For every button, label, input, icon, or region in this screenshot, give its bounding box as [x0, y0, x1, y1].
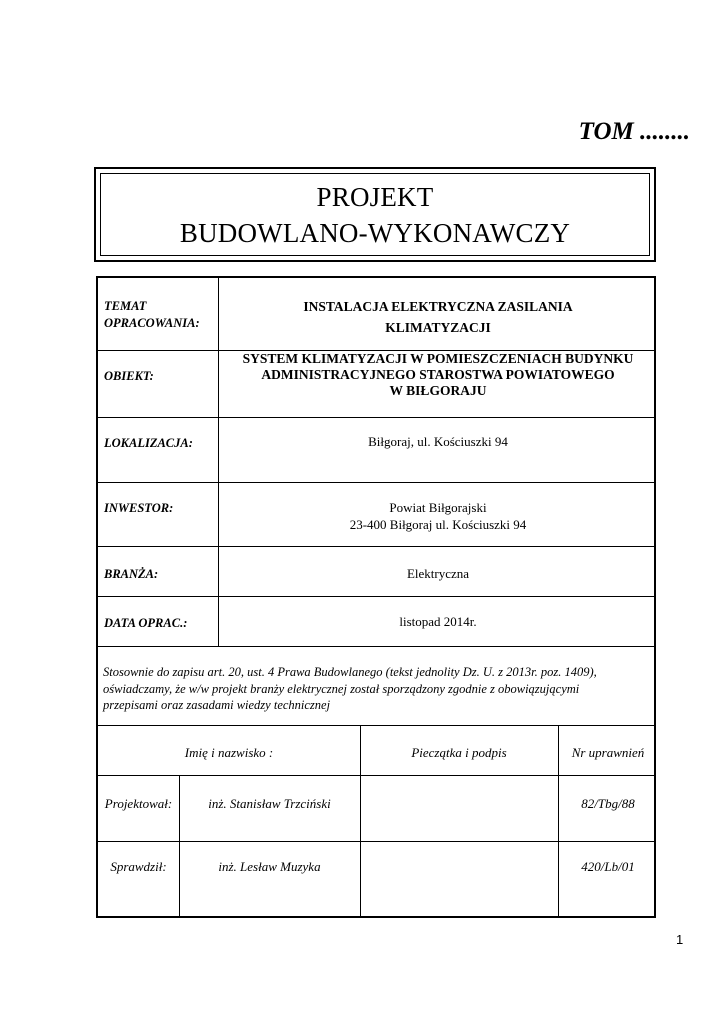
header-stamp: Pieczątka i podpis: [411, 745, 507, 760]
row-divider: [98, 596, 654, 597]
row-divider: [98, 417, 654, 418]
row-divider: [98, 725, 654, 726]
title-line-1: PROJEKT: [316, 181, 434, 212]
role-sprawdzil: Sprawdził:: [110, 859, 167, 874]
project-info-table: [96, 276, 656, 918]
value-inwestor: Powiat Biłgorajski 23-400 Biłgoraj ul. Kościuszki 94: [349, 500, 527, 532]
value-data: listopad 2014r.: [399, 614, 477, 629]
page-number: 1: [676, 932, 684, 947]
row-divider: [98, 482, 654, 483]
row-divider: [98, 646, 654, 647]
row-divider: [98, 775, 654, 776]
label-branza: BRANŻA:: [104, 567, 159, 581]
header-license: Nr uprawnień: [571, 745, 645, 760]
title-line-2: BUDOWLANO-WYKONAWCZY: [179, 217, 571, 248]
value-temat: INSTALACJA ELEKTRYCZNA ZASILANIA KLIMATYZACJI: [303, 299, 573, 335]
title-box: [94, 167, 656, 262]
name-sprawdzil: inż. Lesław Muzyka: [218, 859, 321, 874]
row-divider: [98, 546, 654, 547]
license-projektowal: 82/Tbg/88: [581, 796, 635, 811]
role-projektowal: Projektował:: [104, 796, 173, 811]
tom-label: TOM ........: [578, 118, 690, 145]
value-branza: Elektryczna: [406, 566, 470, 581]
label-data: DATA OPRAC.:: [104, 616, 188, 630]
statement-text: Stosownie do zapisu art. 20, ust. 4 Prawa Budowlanego (tekst jednolity Dz. U. z 2013r. poz. 1409), oświadczamy, że w/w projekt branży elektrycznej został sporządzony zgodnie z obowiązującymi przepisami oraz zasadami wiedzy technicznej: [103, 665, 597, 712]
column-divider: [218, 278, 219, 646]
label-lokalizacja: LOKALIZACJA:: [104, 436, 193, 450]
license-sprawdzil: 420/Lb/01: [581, 859, 635, 874]
row-divider: [98, 841, 654, 842]
value-obiekt: SYSTEM KLIMATYZACJI W POMIESZCZENIACH BUDYNKU ADMINISTRACYJNEGO STAROSTWA POWIATOWEGO W BIŁGORAJU: [242, 351, 634, 398]
label-inwestor: INWESTOR:: [104, 501, 174, 515]
label-obiekt: OBIEKT:: [104, 369, 154, 383]
name-projektowal: inż. Stanisław Trzciński: [208, 796, 331, 811]
header-name: Imię i nazwisko :: [184, 745, 274, 760]
label-temat: TEMAT OPRACOWANIA:: [104, 299, 200, 330]
value-lokalizacja: Biłgoraj, ul. Kościuszki 94: [368, 434, 508, 449]
